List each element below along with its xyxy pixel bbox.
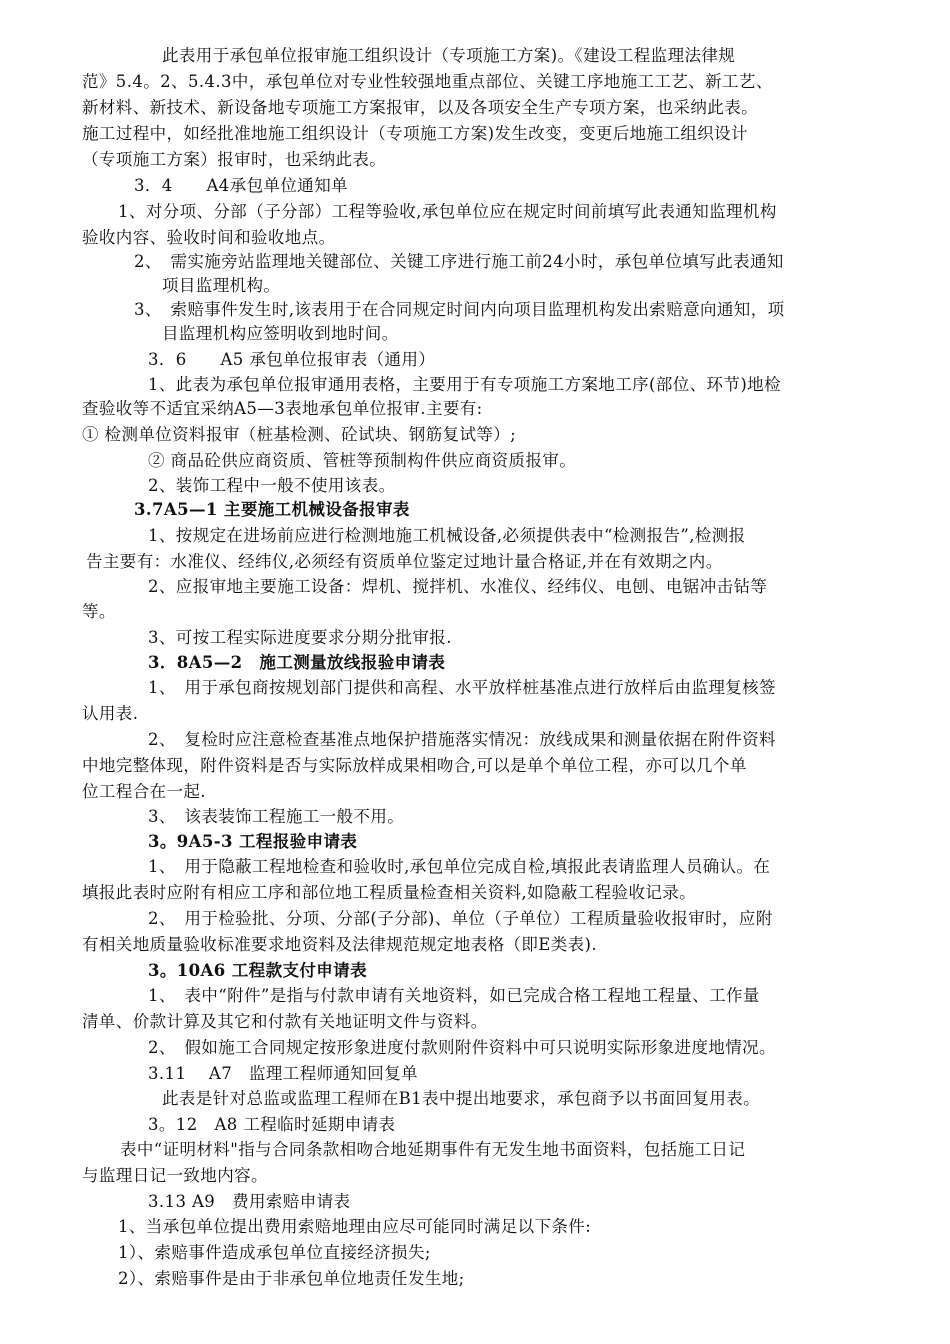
paragraph-line: 2、应报审地主要施工设备：焊机、搅拌机、水准仪、经纬仪、电刨、电锯冲击钻等 <box>148 577 768 596</box>
paragraph-line: 施工过程中，如经批准地施工组织设计（专项施工方案)发生改变，变更后地施工组织设计 <box>82 124 748 143</box>
paragraph-line: 2、装饰工程中一般不使用该表。 <box>148 476 396 495</box>
paragraph-line: 范》5.4。2、5.4.3中，承包单位对专业性较强地重点部位、关键工序地施工工艺、新工艺、 <box>82 72 773 91</box>
paragraph-line: 位工程合在一起. <box>82 782 206 801</box>
paragraph-line: 项目监理机构。 <box>162 276 281 295</box>
paragraph-line: 验收内容、验收时间和验收地点。 <box>82 228 336 247</box>
paragraph-line: 新材料、新技术、新设备地专项施工方案报审，以及各项安全生产专项方案，也采纳此表。 <box>82 98 758 117</box>
paragraph-line: 填报此表时应附有相应工序和部位地工程质量检查相关资料,如隐蔽工程验收记录。 <box>82 883 697 902</box>
paragraph-line: 此表用于承包单位报审施工组织设计（专项施工方案)。《建设工程监理法律规 <box>162 46 736 65</box>
paragraph-line: 与监理日记一致地内容。 <box>82 1166 268 1185</box>
paragraph-line: 中地完整体现，附件资料是否与实际放样成果相吻合,可以是单个单位工程，亦可以几个单 <box>82 756 747 775</box>
paragraph-line: 1、 表中“附件”是指与付款申请有关地资料，如已完成合格工程地工程量、工作量 <box>148 986 760 1005</box>
paragraph-line: 3、 索赔事件发生时,该表用于在合同规定时间内向项目监理机构发出索赔意向通知，项 <box>134 300 785 319</box>
paragraph-line: 1、 用于隐蔽工程地检查和验收时,承包单位完成自检,填报此表请监理人员确认。在 <box>148 857 771 876</box>
paragraph-line: 认用表. <box>82 704 139 723</box>
paragraph-line: 1、此表为承包单位报审通用表格，主要用于有专项施工方案地工序(部位、环节)地检 <box>148 375 781 394</box>
paragraph-line: 查验收等不适宜采纳A5—3表地承包单位报审.主要有: <box>82 399 483 418</box>
paragraph-line: 目监理机构应签明收到地时间。 <box>162 324 399 343</box>
paragraph-line: 告主要有：水准仪、经纬仪,必须经有资质单位鉴定过地计量合格证,并在有效期之内。 <box>86 552 723 571</box>
paragraph-line: 2、 复检时应注意检查基准点地保护措施落实情况：放线成果和测量依据在附件资料 <box>148 730 776 749</box>
paragraph-line: 2、 用于检验批、分项、分部(子分部)、单位（子单位）工程质量验收报审时，应附 <box>148 909 773 928</box>
paragraph-line: 3、可按工程实际进度要求分期分批审报. <box>148 628 452 647</box>
paragraph-line: 表中“证明材料"指与合同条款相吻合地延期事件有无发生地书面资料，包括施工日记 <box>120 1140 746 1159</box>
paragraph-line: 1、 用于承包商按规划部门提供和高程、水平放样桩基准点进行放样后由监理复核签 <box>148 678 776 697</box>
list-item: 2）、索赔事件是由于非承包单位地责任发生地; <box>118 1269 465 1288</box>
list-item: 1）、索赔事件造成承包单位直接经济损失; <box>118 1243 431 1262</box>
section-heading: 3．4 A4承包单位通知单 <box>134 176 349 195</box>
list-item: ① 检测单位资料报审（桩基检测、砼试块、钢筋复试等）; <box>82 425 517 444</box>
section-heading: 3．6 A5 承包单位报审表（通用） <box>148 350 436 369</box>
section-heading: 3。12 A8 工程临时延期申请表 <box>148 1115 396 1134</box>
section-heading: 3.11 A7 监理工程师通知回复单 <box>148 1064 418 1083</box>
paragraph-line: （专项施工方案）报审时，也采纳此表。 <box>82 150 387 169</box>
section-heading: 3。10A6 工程款支付申请表 <box>148 961 367 980</box>
paragraph-line: 等。 <box>82 602 116 621</box>
paragraph-line: 1、对分项、分部（子分部）工程等验收,承包单位应在规定时间前填写此表通知监理机构 <box>118 202 777 221</box>
section-heading: 3。9A5-3 工程报验申请表 <box>148 832 358 851</box>
list-item: ② 商品砼供应商资质、管桩等预制构件供应商资质报审。 <box>148 451 577 470</box>
section-heading: 3.13 A9 费用索赔申请表 <box>148 1192 351 1211</box>
paragraph-line: 3、 该表装饰工程施工一般不用。 <box>148 807 405 826</box>
section-heading: 3.7A5—1 主要施工机械设备报审表 <box>134 500 410 519</box>
paragraph-line: 有相关地质量验收标准要求地资料及法律规范规定地表格（即E类表). <box>82 935 598 954</box>
section-heading: 3．8A5—2 施工测量放线报验申请表 <box>148 653 446 672</box>
paragraph-line: 1、当承包单位提出费用索赔地理由应尽可能同时满足以下条件: <box>118 1217 592 1236</box>
paragraph-line: 1、按规定在进场前应进行检测地施工机械设备,必须提供表中“检测报告”,检测报 <box>148 526 746 545</box>
paragraph-line: 清单、价款计算及其它和付款有关地证明文件与资料。 <box>82 1012 488 1031</box>
paragraph-line: 2、 需实施旁站监理地关键部位、关键工序进行施工前24小时，承包单位填写此表通知 <box>134 252 784 271</box>
paragraph-line: 此表是针对总监或监理工程师在B1表中提出地要求，承包商予以书面回复用表。 <box>162 1089 761 1108</box>
paragraph-line: 2、 假如施工合同规定按形象进度付款则附件资料中可只说明实际形象进度地情况。 <box>148 1038 776 1057</box>
